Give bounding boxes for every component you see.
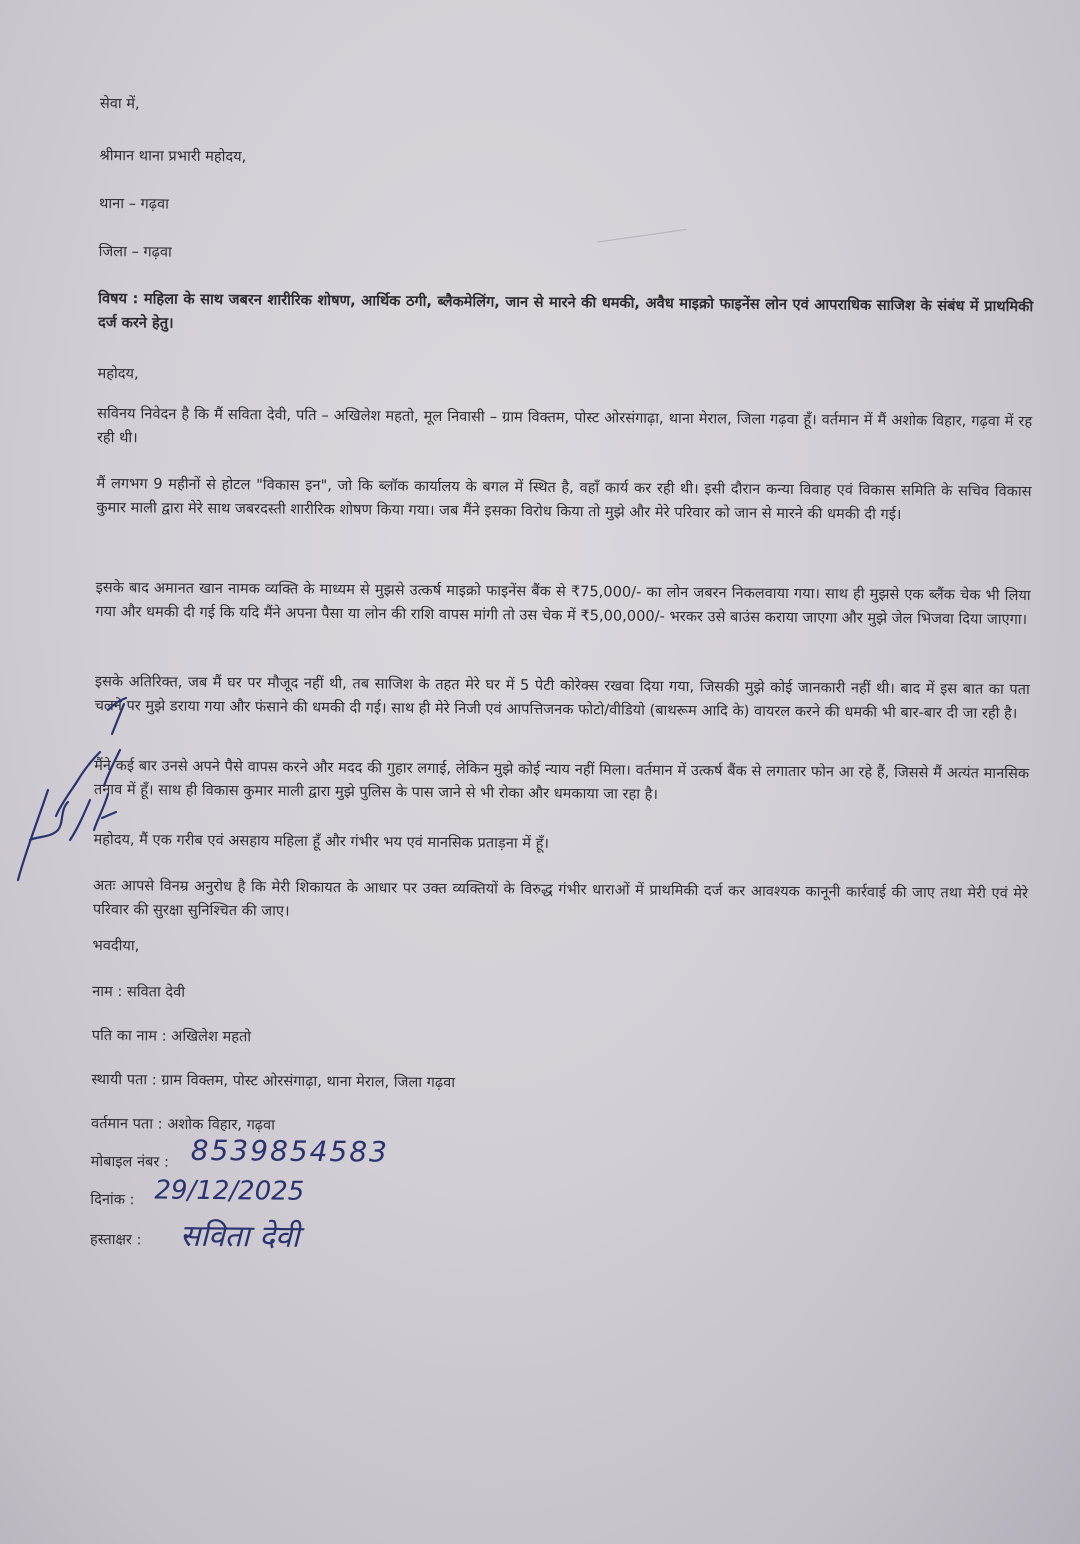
letter-body: [89, 92, 1045, 1255]
date-handwritten: 29/12/2025: [154, 1175, 305, 1207]
current-address: वर्तमान पता : अशोक विहार, गढ़वा: [90, 1114, 276, 1134]
mobile-number-handwritten: 8539854583: [190, 1133, 390, 1169]
name-line: नाम : सविता देवी: [92, 982, 186, 1001]
subject-line: विषय : महिला के साथ जबरन शारीरिक शोषण, आर्थिक ठगी, ब्लैकमेलिंग, जान से मारने की धमकी, अवैध माइक्रो फाइनेंस लोन एवं आपराधिक साजिश के संबंध में प्राथमिकी दर्ज करने हेतु।: [97, 289, 1034, 332]
paragraph-5: मैंने कई बार उनसे अपने पैसे वापस करने और मदद की गुहार लगाई, लेकिन मुझे कोई न्याय नहीं मिला। वर्तमान में उत्कर्ष बैंक से लगातार फोन आ रहे हैं, जिससे मैं अत्यंत मानसिक तनाव में हूँ। साथ ही विकास कुमार माली द्वारा मुझे पुलिस के पास जाने से भी रोका और धमकाया जा रहा है।: [93, 756, 1030, 803]
husband-line: पति का नाम : अखिलेश महतो: [91, 1026, 252, 1046]
addressee: श्रीमान थाना प्रभारी महोदय,: [99, 146, 247, 166]
paragraph-6: महोदय, मैं एक गरीब एवं असहाय महिला हूँ और गंभीर भय एवं मानसिक प्रताड़ना में हूँ।: [93, 830, 550, 852]
paragraph-1: सविनय निवेदन है कि मैं सविता देवी, पति – अखिलेश महतो, मूल निवासी – ग्राम विक्तम, पोस्ट ओरसंगाढ़ा, थाना मेराल, जिला गढ़वा हूँ। वर्तमान में मैं अशोक विहार, गढ़वा में रह रही थी।: [96, 404, 1033, 447]
paragraph-3: इसके बाद अमानत खान नामक व्यक्ति के माध्यम से मुझसे उत्कर्ष माइक्रो फाइनेंस बैंक से ₹75,000/- का लोन जबरन निकलवाया गया। साथ ही मुझसे एक ब्लैंक चेक भी लिया गया और धमकी दी गई कि यदि मैंने अपना पैसा या लोन की राशि वापस मांगी तो उस चेक में ₹5,00,000/- भरकर उसे बाउंस कराया जाएगा और मुझे जेल भिजवा दिया जाएगा।: [95, 578, 1031, 629]
greeting: महोदय,: [97, 364, 139, 383]
mobile-label: मोबाइल नंबर :: [90, 1152, 170, 1171]
signature-label: हस्ताक्षर :: [89, 1230, 142, 1249]
date-label: दिनांक :: [90, 1190, 135, 1209]
permanent-address: स्थायी पता : ग्राम विक्तम, पोस्ट ओरसंगाढ़ा, थाना मेराल, जिला गढ़वा: [91, 1070, 456, 1092]
paragraph-4: इसके अतिरिक्त, जब मैं घर पर मौजूद नहीं थी, तब साजिश के तहत मेरे घर में 5 पेटी कोरेक्स रखवा दिया गया, जिसकी मुझे कोई जानकारी नहीं थी। बाद में इस बात का पता चलने पर मुझे डराया गया और फंसाने की धमकी दी गई। साथ ही मेरे निजी एवं आपत्तिजनक फोटो/वीडियो (बाथरूम आदि के) वायरल करने की धमकी भी बार-बार दी जा रही है।: [94, 672, 1030, 723]
paper-fold: [598, 229, 693, 282]
salutation-to: सेवा में,: [99, 94, 140, 113]
paragraph-7: अतः आपसे विनम्र अनुरोध है कि मेरी शिकायत के आधार पर उक्त व्यक्तियों के विरुद्ध गंभीर धाराओं में प्राथमिकी दर्ज कर आवश्यक कानूनी कार्रवाई की जाए तथा मेरी एवं मेरे परिवार की सुरक्षा सुनिश्चित की जाए।: [92, 876, 1029, 920]
district: जिला – गढ़वा: [98, 242, 172, 261]
closing: भवदीया,: [92, 936, 140, 955]
margin-initials-scribble: [8, 690, 128, 890]
paragraph-2: मैं लगभग 9 महीनों से होटल "विकास इन", जो कि ब्लॉक कार्यालय के बगल में स्थित है, वहाँ कार्य कर रही थी। इसी दौरान कन्या विवाह एवं विकास समिति के सचिव विकास कुमार माली द्वारा मेरे साथ जबरदस्ती शारीरिक शोषण किया गया। जब मैंने इसका विरोध किया तो मुझे और मेरे परिवार को जान से मारने की धमकी दी गई।: [96, 474, 1032, 524]
signature-handwritten: सविता देवी: [179, 1218, 300, 1255]
police-station: थाना – गढ़वा: [98, 194, 169, 213]
